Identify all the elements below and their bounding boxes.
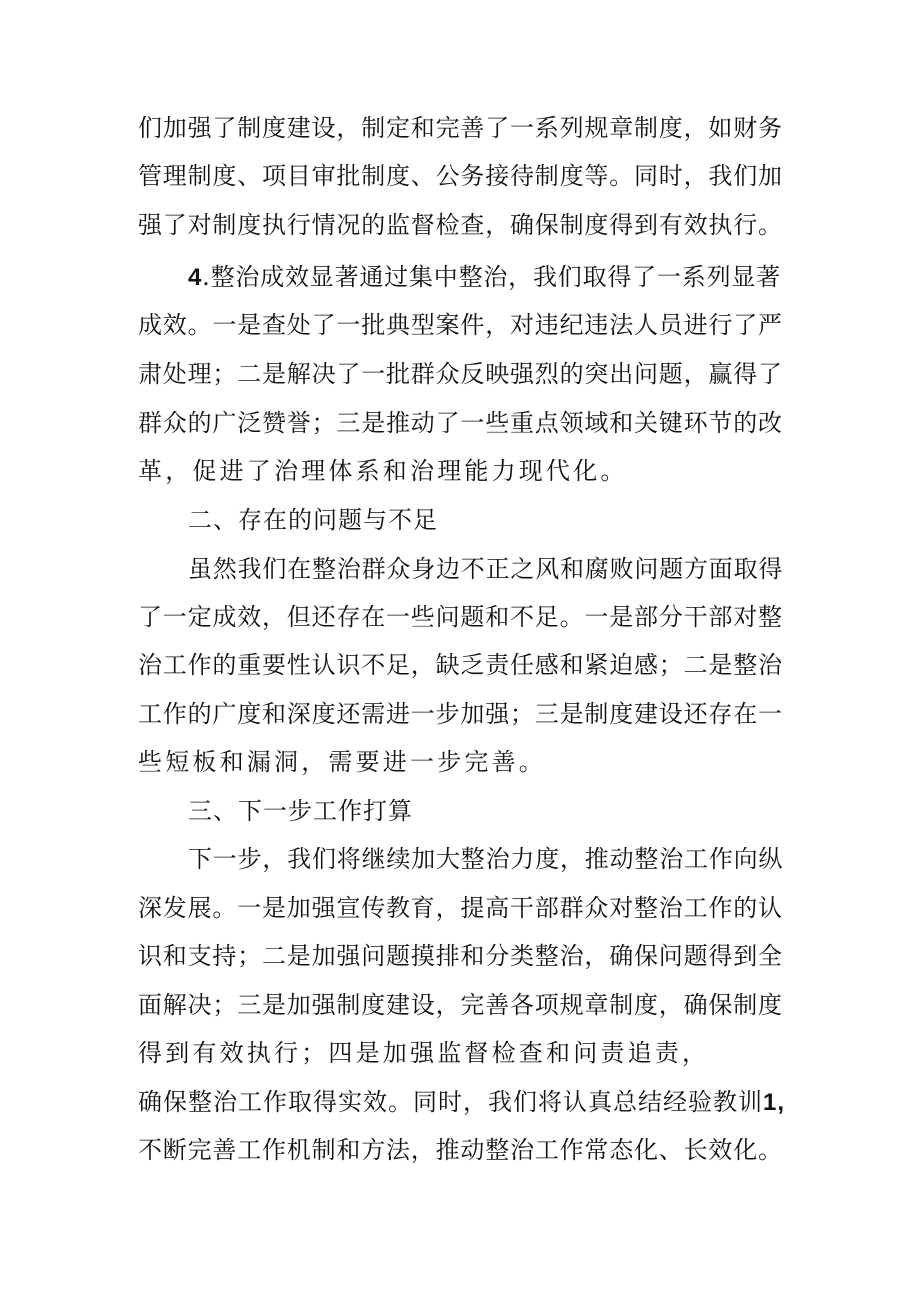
section-item-4 [188, 262, 781, 293]
footnote-mark: 1, [763, 1089, 786, 1116]
item-number: 4 [188, 264, 203, 291]
text-line: 面解决；三是加强制度建设，完善各项规章制度，确保制度 [138, 991, 783, 1019]
text-line: 下一步，我们将继续加大整治力度，推动整治工作向纵 [188, 845, 784, 873]
text-line: 了一定成效，但还存在一些问题和不足。一是部分干部对整 [138, 603, 783, 631]
text-line: 些短板和漏洞，需要进一步完善。 [138, 748, 546, 776]
text-line: 群众的广泛赞誉；三是推动了一些重点领域和关键环节的改 [138, 409, 783, 437]
section-heading: 三、下一步工作打算 [188, 797, 413, 825]
text-line: 工作的广度和深度还需进一步加强；三是制度建设还存在一 [138, 700, 783, 728]
text-line-with-footnote [138, 1087, 785, 1118]
text-line: 管理制度、项目审批制度、公务接待制度等。同时，我们加 [138, 162, 783, 190]
text-line: 虽然我们在整治群众身边不正之风和腐败问题方面取得 [188, 555, 784, 583]
item-text: .整治成效显著通过集中整治，我们取得了一系列显著 [202, 263, 781, 291]
text-line: 深发展。一是加强宣传教育，提高干部群众对整治工作的认 [138, 894, 783, 922]
line-text: 确保整治工作取得实效。同时，我们将认真总结经验教训 [138, 1088, 763, 1116]
text-line: 治工作的重要性认识不足，缺乏责任感和紧迫感；二是整治 [138, 651, 783, 679]
text-line: 成效。一是查处了一批典型案件，对违纪违法人员进行了严 [138, 311, 783, 339]
text-line: 得到有效执行；四是加强监督检查和问责追责， [138, 1039, 710, 1067]
text-line: 们加强了制度建设，制定和完善了一系列规章制度，如财务 [138, 114, 783, 142]
text-line: 肃处理；二是解决了一批群众反映强烈的突出问题，赢得了 [138, 360, 783, 388]
section-heading: 二、存在的问题与不足 [188, 506, 438, 534]
text-line: 识和支持；二是加强问题摸排和分类整治，确保问题得到全 [138, 942, 783, 970]
text-line: 革，促进了治理体系和治理能力现代化。 [138, 457, 628, 485]
text-line: 不断完善工作机制和方法，推动整治工作常态化、长效化。 [138, 1136, 783, 1164]
text-line: 强了对制度执行情况的监督检查，确保制度得到有效执行。 [138, 211, 783, 239]
